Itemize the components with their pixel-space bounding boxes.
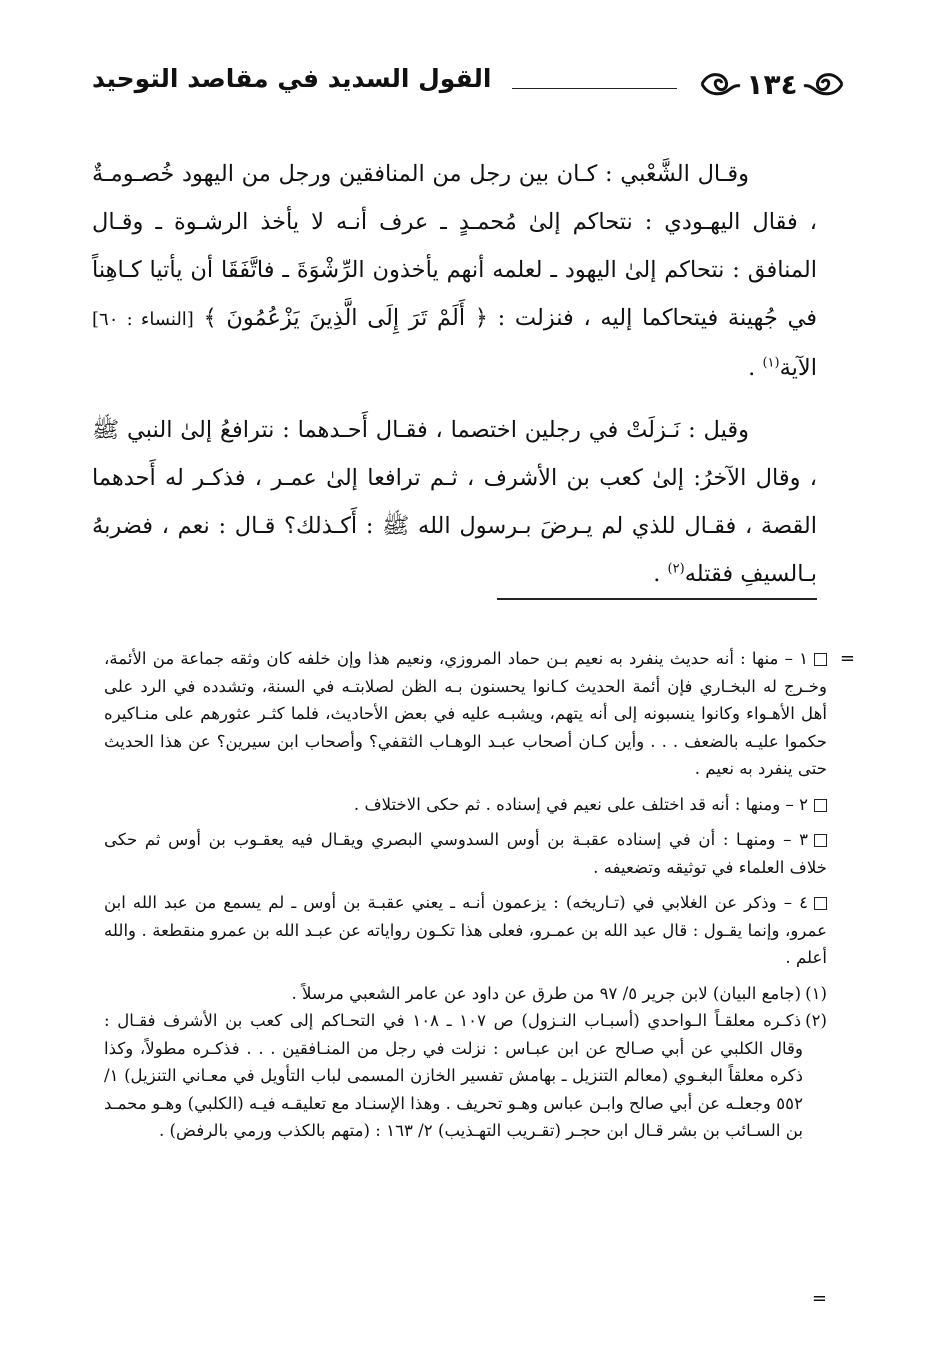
square-bullet-icon xyxy=(814,897,827,910)
footnote-2-text: ذكـره معلقـاً الـواحدي (أسبـاب النـزول) ص ١٠٧ ـ ١٠٨ في التحـاكم إلى كعب بن الأشرف فقـال : وقال الكلبي عن أبي صـالح عن ابن عبـاس : نزلت في رجل من المنـافقين . . . فذكـره مطولاً، وكذا ذكره معلقاً البغـوي (معالم التنزيل ـ بهامش تفسير الخازن المسمى لباب التأويل في معـاني التنزيل) ١/ ٥٥٢ وجعلـه عن أبي صالح وابـن عباس وهـو تحريف . وهذا الإسنـاد مع تعليقـه فيـه (الكلبي) وهـو محمـد بن السـائب بن بشر قـال ابن حجـر (تقـريب التهـذيب) ٢/ ١٦٣ : (متهم بالكذب ورمي بالرفض) . xyxy=(104,1011,803,1140)
verse-reference: [النساء : ٦٠] xyxy=(92,309,194,330)
item-marker: ١ – منها : xyxy=(733,649,808,668)
footnote-cont-item xyxy=(104,791,827,819)
footnote-cont-item xyxy=(104,826,827,881)
footnotes xyxy=(104,645,855,1145)
paragraph-2-text: وقيل : نَـزلَتْ في رجلين اختصما ، فقـال أَحـدهما : نترافعُ إلىٰ النبي ﷺ ، وقال الآخرُ: إلىٰ كعب بن الأشرف ، ثـم ترافعا إلىٰ عمـر ، فذكـر له أَحدهما القصة ، فقـال للذي لم يـرضَ بـرسول الله ﷺ : أَكـذلك؟ قـال : نعم ، فضربهُ بـالسيفِ فقتله xyxy=(92,417,817,587)
footnote-2 xyxy=(104,1007,827,1145)
item-marker: ٤ – وذكر عن الغلابي في (تـاريخه) : xyxy=(546,893,808,912)
paragraph-2-tail: . xyxy=(653,561,668,587)
page-header xyxy=(92,62,847,106)
book-title: القول السديد في مقاصد التوحيد xyxy=(92,64,492,93)
item-text: أنه قد اختلف على نعيم في إسناده . ثم حكى الاختلاف . xyxy=(353,794,730,814)
quran-verse: ﴿ أَلَمْ تَرَ إِلَى الَّذِينَ يَزْعُمُونَ ﴾ xyxy=(203,305,488,331)
footnote-1-text: (جامع البيان) لابن جرير ٥/ ٩٧ من طرق عن داود عن عامر الشعبي مرسلاً . xyxy=(291,983,802,1003)
footnote-cont-item xyxy=(104,645,827,783)
continuation-mark-bottom: = xyxy=(811,1288,827,1309)
item-text: أنه حديث ينفرد به نعيم بـن حماد المروزي، ونعيم هذا وإن خلفه كان وثقه جماعة من الأئمة، وخـرج له البخـاري فإن أئمة الحديث كـانوا يحسنون بـه الظن لصلابتـه في السنة، وتشدده في الرد على أهل الأهـواء وكانوا ينسبونه إلى أنه يتهم، ويشبـه عليه في بعض الأحاديث، فلما كثـر عثورهم على منـاكيره حكموا عليـه بالضعف . . . وأين كـان أصحاب عبـد الوهـاب الثقفي؟ وأصحاب ابن سيرين؟ عن هذا الحديث حتى ينفرد به نعيم . xyxy=(104,649,827,778)
item-marker: ٣ – ومنهـا : xyxy=(715,830,808,849)
item-marker: ٢ – ومنها : xyxy=(729,794,808,814)
continuation-mark: = xyxy=(839,648,855,669)
footnote-cont-item xyxy=(104,889,827,972)
footnote-separator xyxy=(497,598,817,600)
footnote-ref-2[interactable]: (٢) xyxy=(667,561,685,577)
page-number: ١٣٤ xyxy=(746,67,798,101)
ornament-right-icon xyxy=(802,69,846,99)
footnote-2-number: (٢) xyxy=(805,1011,827,1030)
square-bullet-icon xyxy=(814,653,827,666)
header-rule xyxy=(512,88,677,89)
footnote-1-number: (١) xyxy=(805,983,827,1003)
verse-ending: الآية xyxy=(779,355,817,381)
paragraph-1-tail: . xyxy=(748,355,763,381)
page-number-ornament xyxy=(697,62,847,106)
paragraph-1-text: وقـال الشَّعْبي : كـان بين رجل من المنافقين ورجل من اليهود خُصـومـةٌ ، فقال اليهـودي : نتحاكم إلىٰ مُحمـدٍ ـ عرف أنـه لا يأخذ الرشـوة ـ وقـال المنافق : نتحاكم إلىٰ اليهود ـ لعلمه أنهم يأخذون الرِّشْوَةَ ـ فاتَّفَقَا أن يأتيا كـاهِناً في جُهينة فيتحاكما إليه ، فنزلت : xyxy=(92,161,818,331)
square-bullet-icon xyxy=(814,799,827,812)
footnote-ref-1[interactable]: (١) xyxy=(762,355,780,371)
footnote-1 xyxy=(104,980,827,1008)
item-text: أن في إسناده عقبـة بن أوس السدوسي البصري ويقـال فيه يعقـوب بن أوس ثم حكى خلاف العلماء في توثيقه وتضعيفه . xyxy=(104,830,827,877)
item-text: يزعمون أنـه ـ يعني عقبـة بن أوس ـ لم يسمع من عبد الله ابن عمرو، وإنما يقـول : قال عبد الله بن عمـرو، فعلى هذا تكـون رواياته عن عبـد الله بن عمرو منقطعة . والله أعلم . xyxy=(104,893,827,967)
ornament-left-icon xyxy=(698,69,742,99)
main-text xyxy=(92,150,817,612)
square-bullet-icon xyxy=(814,834,827,847)
paragraph-1 xyxy=(92,150,817,392)
paragraph-2 xyxy=(92,406,817,598)
